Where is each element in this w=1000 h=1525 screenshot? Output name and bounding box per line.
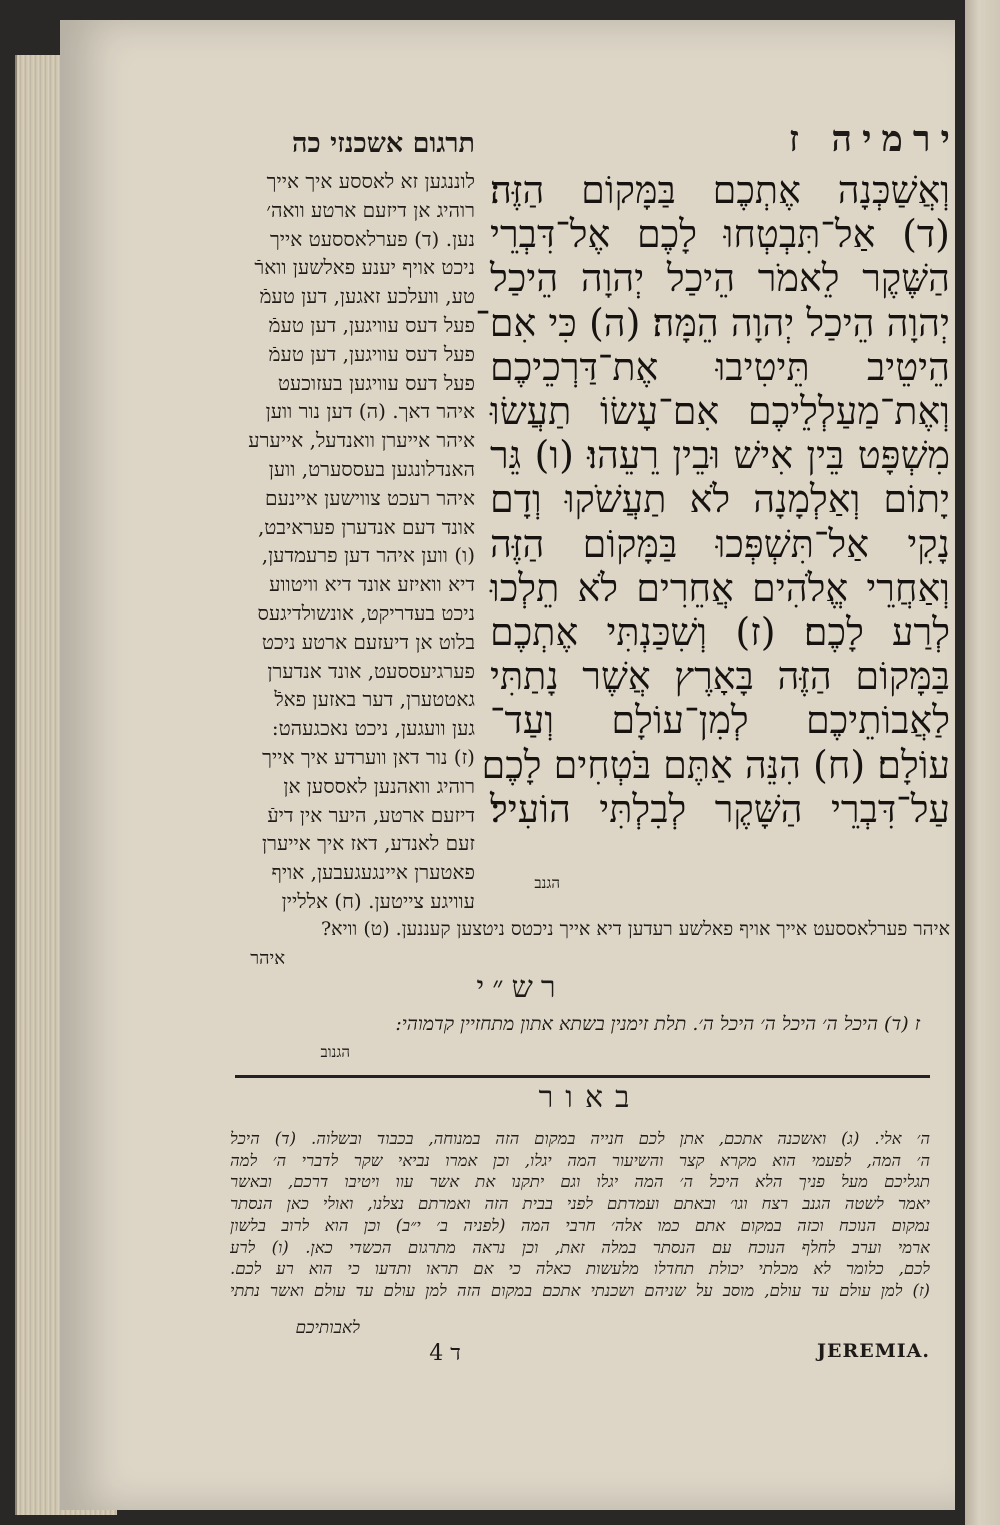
signature-mark: 4 ד <box>429 1341 461 1366</box>
yiddish-line: גאטטערן, דער באזען פאלֿ <box>274 687 475 712</box>
biur-line: ה׳ המה, לפעמי הוא מקרא קצר והשיעור המה יגלו, וכן אמרו נביאי שקר לדברי ה׳ למה <box>230 1150 930 1170</box>
yiddish-line: פאטערן איינגעגעבען, אויף <box>271 860 475 885</box>
hebrew-line: הֵיטֵיב תֵּיטִיבוּ אֶת־דַּרְכֵיכֶם <box>490 344 950 389</box>
yiddish-line: ניכט אויף יענע פאלשען ווארֿ <box>254 255 475 280</box>
hebrew-line: וְאַחֲרֵי אֱלֹהִים אֲחֵרִים לֹא תֵלְכוּ <box>490 565 950 610</box>
hebrew-line: לְרַע לָכֶם׃ (ז) וְשִׁכַּנְתִּי אֶתְכֶם <box>490 610 950 655</box>
hebrew-line: (ד) אַל־תִּבְטְחוּ לָכֶם אֶל־דִּבְרֵי <box>490 212 950 257</box>
footer-book-title: JEREMIA. <box>816 1340 930 1362</box>
yiddish-line: אונד דעם אנדערן פעראיבט, <box>257 514 475 539</box>
biur-line: ארמי וערב לחלף הנוכח עם הנסתר במלה זאת, וכן נראה מתרגום הכשדי כאן. (ו) לרע <box>230 1237 930 1257</box>
yiddish-line: איהר רעכט צווישען איינעם <box>265 485 475 510</box>
section-divider <box>235 1075 930 1078</box>
hebrew-catchword: הגנב <box>534 874 560 892</box>
yiddish-line: בלוט אן דיעזעם ארטע ניכט <box>261 629 475 654</box>
hebrew-line: יָתוֹם וְאַלְמָנָה לֹא תַעֲשֹׁקוּ וְדָם <box>490 477 950 522</box>
rashi-commentary: ז (ד) היכל ה׳ היכל ה׳ היכל ה׳. תלת זימנין בשתא אתון מתחזיין קדמוהי: <box>395 1013 920 1035</box>
yiddish-line: עוויגע צייטען. (ח) אלליין <box>281 888 475 913</box>
facing-page-edge <box>965 0 1000 1525</box>
yiddish-catchword: איהר <box>250 948 285 969</box>
biur-line: נמקום הנוכח וכזה במקום אתם כמו אלה׳ חרבי המה (לפניה ב׳ י״ב) וכן הוא לרוב בלשון <box>230 1215 930 1235</box>
rashi-catchword: הגנוב <box>320 1043 350 1061</box>
hebrew-line: יְהוָה הֵיכַל יְהוָה הֵמָּה׃ (ה) כִּי אִם־ <box>475 300 950 345</box>
biur-commentary <box>230 1128 930 1302</box>
hebrew-line: וְאֲשַׁכְּנָה אֶתְכֶם בַּמָּקוֹם הַזֶּה׃ <box>490 168 950 212</box>
biur-line: (ז) למן עולם עד עולם, מוסב על שניהם ושכנתי אתכם במקום הזה למן עולם עד עולם ואשר נתתי <box>230 1280 930 1300</box>
yiddish-line: פעל דעס עוויגען, דען טעמֿ <box>268 312 475 337</box>
yiddish-line: פעל דעס עוויגען בעזוכעט <box>277 370 475 395</box>
yiddish-full-width-line: איהר פערלאססעט אייך אויף פאלשע רעדען דיא אייך ניכטס ניטצען קעננען. (ט) וויא? <box>321 918 950 940</box>
yiddish-line: איהר אייערן וואנדעל, אייערע <box>248 428 475 453</box>
hebrew-line: לַאֲבוֹתֵיכֶם לְמִן־עוֹלָם וְעַד־ <box>490 698 950 743</box>
biur-line: לכם, כלומר לא מכלתי יכולת תחדלו מלעשות כאלה כי אם תראו ותדעו כי הוא רע לכם. <box>230 1259 930 1279</box>
yiddish-line: דיזעם ארטע, היער אין דיעֿ <box>267 802 475 827</box>
yiddish-line: טע, וועלכע זאגען, דען טעמֿ <box>259 284 475 309</box>
yiddish-line: לוננגען זא לאססע איך אייך <box>266 169 475 193</box>
running-head-left: תרגום אשכנזי כה <box>292 128 475 159</box>
yiddish-translation-column <box>205 167 475 916</box>
yiddish-line: דיא וואיזע אונד דיא וויטווע <box>269 572 475 597</box>
hebrew-line: נָקִי אַל־תִּשְׁפְּכוּ בַּמָּקוֹם הַזֶּה <box>490 521 950 566</box>
biur-line: יאמר לשטה הגנב רצח וגו׳ ובאתם ועמדתם לפני בבית הזה ואמרתם נצלנו, ואולי כאן הנסתר <box>230 1194 930 1214</box>
yiddish-line: גען וועגען, ניכט נאכגעהט: <box>271 716 475 741</box>
hebrew-line: וְאֶת־מַעַלְלֵיכֶם אִם־עָשׂוֹ תַעֲשׂוּ <box>490 389 950 434</box>
hebrew-line: הַשֶּׁקֶר לֵאמֹר הֵיכַל יְהוָה הֵיכַל <box>490 256 950 301</box>
yiddish-line: רוהיג וואהנען לאססען אן <box>283 773 475 798</box>
yiddish-line: פעל דעס עוויגען, דען טעמֿ <box>268 341 475 366</box>
biur-line: ה׳ אלי. (ג) ואשכנה אתכם, אתן לכם חנייה במקום הזה במנוחה, בכבוד ובשלוה. (ד) היכל <box>230 1129 930 1148</box>
yiddish-line: רוהיג אן דיזעם ארטע וואה׳ <box>266 197 475 222</box>
yiddish-line: נען. (ד) פערלאססעט אייך <box>269 226 475 251</box>
yiddish-line: (ו) ווען איהר דען פרעמדען, <box>261 543 475 568</box>
yiddish-line: זעם לאנדע, דאז איך אייערן <box>262 831 475 856</box>
yiddish-line: (ז) נור דאן ווערדע איך אייך <box>262 744 475 769</box>
rashi-heading: רש״י <box>476 970 564 1005</box>
yiddish-line: ניכט בעדריקט, אונשולדיגעס <box>257 600 475 625</box>
hebrew-line: בַּמָּקוֹם הַזֶּה בָּאָרֶץ אֲשֶׁר נָתַתִּי <box>490 654 950 699</box>
yiddish-line: פערגיעססעט, אונד אנדערן <box>267 658 475 683</box>
hebrew-line: מִשְׁפָּט בֵּין אִישׁ וּבֵין רֵעֵהוּ׃ (ו) גֵּר <box>490 433 950 478</box>
running-head-right: ירמיה ז <box>788 118 960 160</box>
yiddish-line: האנדלונגען בעססערט, ווען <box>268 456 475 481</box>
yiddish-line: איהר דאך. (ה) דען נור ווען <box>265 399 475 424</box>
biur-catchword: לאבותיכם <box>295 1318 360 1338</box>
hebrew-line: עַל־דִּבְרֵי הַשָּׁקֶר לְבִלְתִּי הוֹעִיל׃ <box>490 786 950 831</box>
biur-heading: באור <box>538 1080 642 1115</box>
hebrew-text-column <box>475 168 950 831</box>
biur-line: תגליכם מעל פניך הלא היכל ה׳ המה יגלו וגם יתקנו את אשר עוו ויטיבו דרכם, ובאשר <box>230 1172 930 1192</box>
hebrew-line: עוֹלָם׃ (ח) הִנֵּה אַתֶּם בֹּטְחִים לָכֶם <box>481 742 950 787</box>
